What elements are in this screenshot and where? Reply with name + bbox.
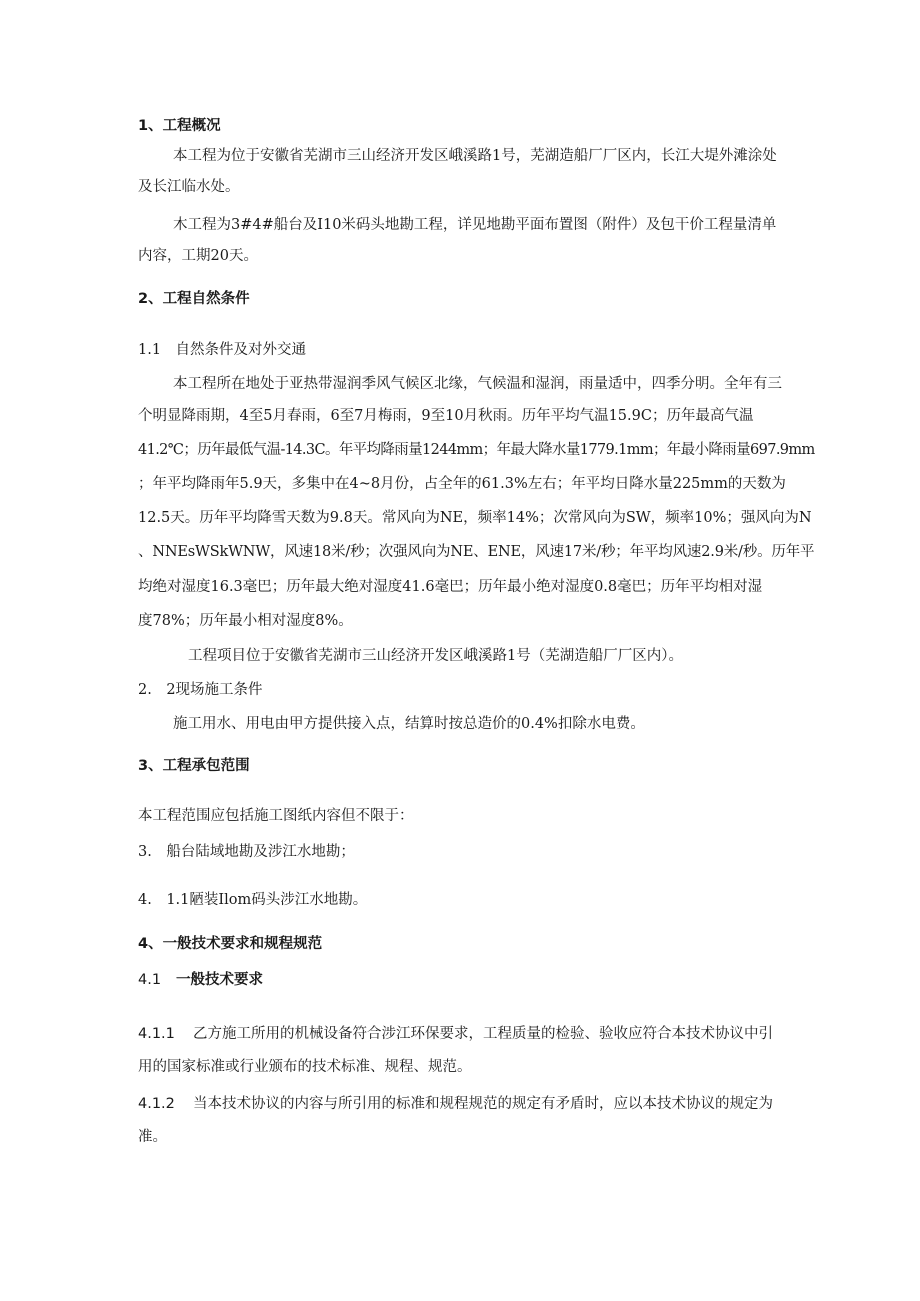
paragraph-line: 本工程所在地处于亚热带湿润季风气候区北缘，气候温和湿润，雨量适中，四季分明。全年有三 xyxy=(173,376,782,392)
paragraph-line: ；年平均降雨年5.9天，多集中在4~8月份，占全年的61.3%左右；年平均日降水量225mm的天数为 xyxy=(138,476,786,492)
paragraph-line: 当本技术协议的内容与所引用的标准和规程规范的规定有矛盾时，应以本技术协议的规定为 xyxy=(193,1096,773,1112)
paragraph-line: 个明显降雨期，4至5月春雨，6至7月梅雨，9至10月秋雨。历年平均气温15.9C；历年最高气温 xyxy=(138,408,754,424)
section-1-heading: 1、工程概况 xyxy=(138,118,221,134)
paragraph-line: 木工程为3#4#船台及I10米码头地勘工程，详见地勘平面布置图（附件）及包干价工程量清单 xyxy=(173,217,777,233)
list-item: 4. 1.1陋装Ilom码头涉江水地勘。 xyxy=(138,892,368,908)
paragraph-line: 施工用水、用电由甲方提供接入点，结算时按总造价的0.4%扣除水电费。 xyxy=(173,716,645,732)
subsection-4-1-title: 一般技术要求 xyxy=(176,972,263,988)
paragraph-line: 12.5天。历年平均降雪天数为9.8天。常风向为NE，频率14%；次常风向为SW，频率10%；强风向为N xyxy=(138,510,812,526)
paragraph-line: 、NNEsWSkWNW，风速18米/秒；次强风向为NE、ENE，风速17米/秒；年平均风速2.9米/秒。历年平 xyxy=(138,544,815,560)
paragraph-line: 用的国家标准或行业颁布的技术标准、规程、规范。 xyxy=(138,1059,472,1075)
paragraph-line: 本工程范围应包括施工图纸内容但不限于： xyxy=(138,808,414,824)
paragraph-line: 均绝对湿度16.3毫巴；历年最大绝对湿度41.6毫巴；历年最小绝对湿度0.8毫巴；历年平均相对湿 xyxy=(138,579,763,595)
paragraph-line: 度78%；历年最小相对湿度8%。 xyxy=(138,613,353,629)
subsection-2-2-heading: 2. 2现场施工条件 xyxy=(138,682,263,698)
clause-4-1-1-number: 4.1.1 xyxy=(138,1026,175,1042)
subsection-1-1-heading: 1.1 自然条件及对外交通 xyxy=(138,342,307,358)
paragraph-line: 工程项目位于安徽省芜湖市三山经济开发区峨溪路1号（芜湖造船厂厂区内）。 xyxy=(188,648,683,664)
paragraph-line: 本工程为位于安徽省芜湖市三山经济开发区峨溪路1号，芜湖造船厂厂区内，长江大堤外滩涂处 xyxy=(173,148,777,164)
paragraph-line: 乙方施工所用的机械设备符合涉江环保要求，工程质量的检验、验收应符合本技术协议中引 xyxy=(193,1026,773,1042)
section-3-heading: 3、工程承包范围 xyxy=(138,758,250,774)
paragraph-line: 准。 xyxy=(138,1129,167,1145)
clause-4-1-2-number: 4.1.2 xyxy=(138,1096,175,1112)
paragraph-line: 及长江临水处。 xyxy=(138,179,240,195)
paragraph-line: 41.2℃；历年最低气温-14.3C。年平均降雨量1244mm；年最大降水量1779.1mm；年最小降雨量697.9mm xyxy=(138,442,815,458)
section-2-heading: 2、工程自然条件 xyxy=(138,291,250,307)
list-item: 3. 船台陆域地勘及涉江水地勘； xyxy=(138,844,355,860)
section-4-heading: 4、一般技术要求和规程规范 xyxy=(138,936,323,952)
paragraph-line: 内容，工期20天。 xyxy=(138,248,258,264)
subsection-4-1-number: 4.1 xyxy=(138,972,162,988)
